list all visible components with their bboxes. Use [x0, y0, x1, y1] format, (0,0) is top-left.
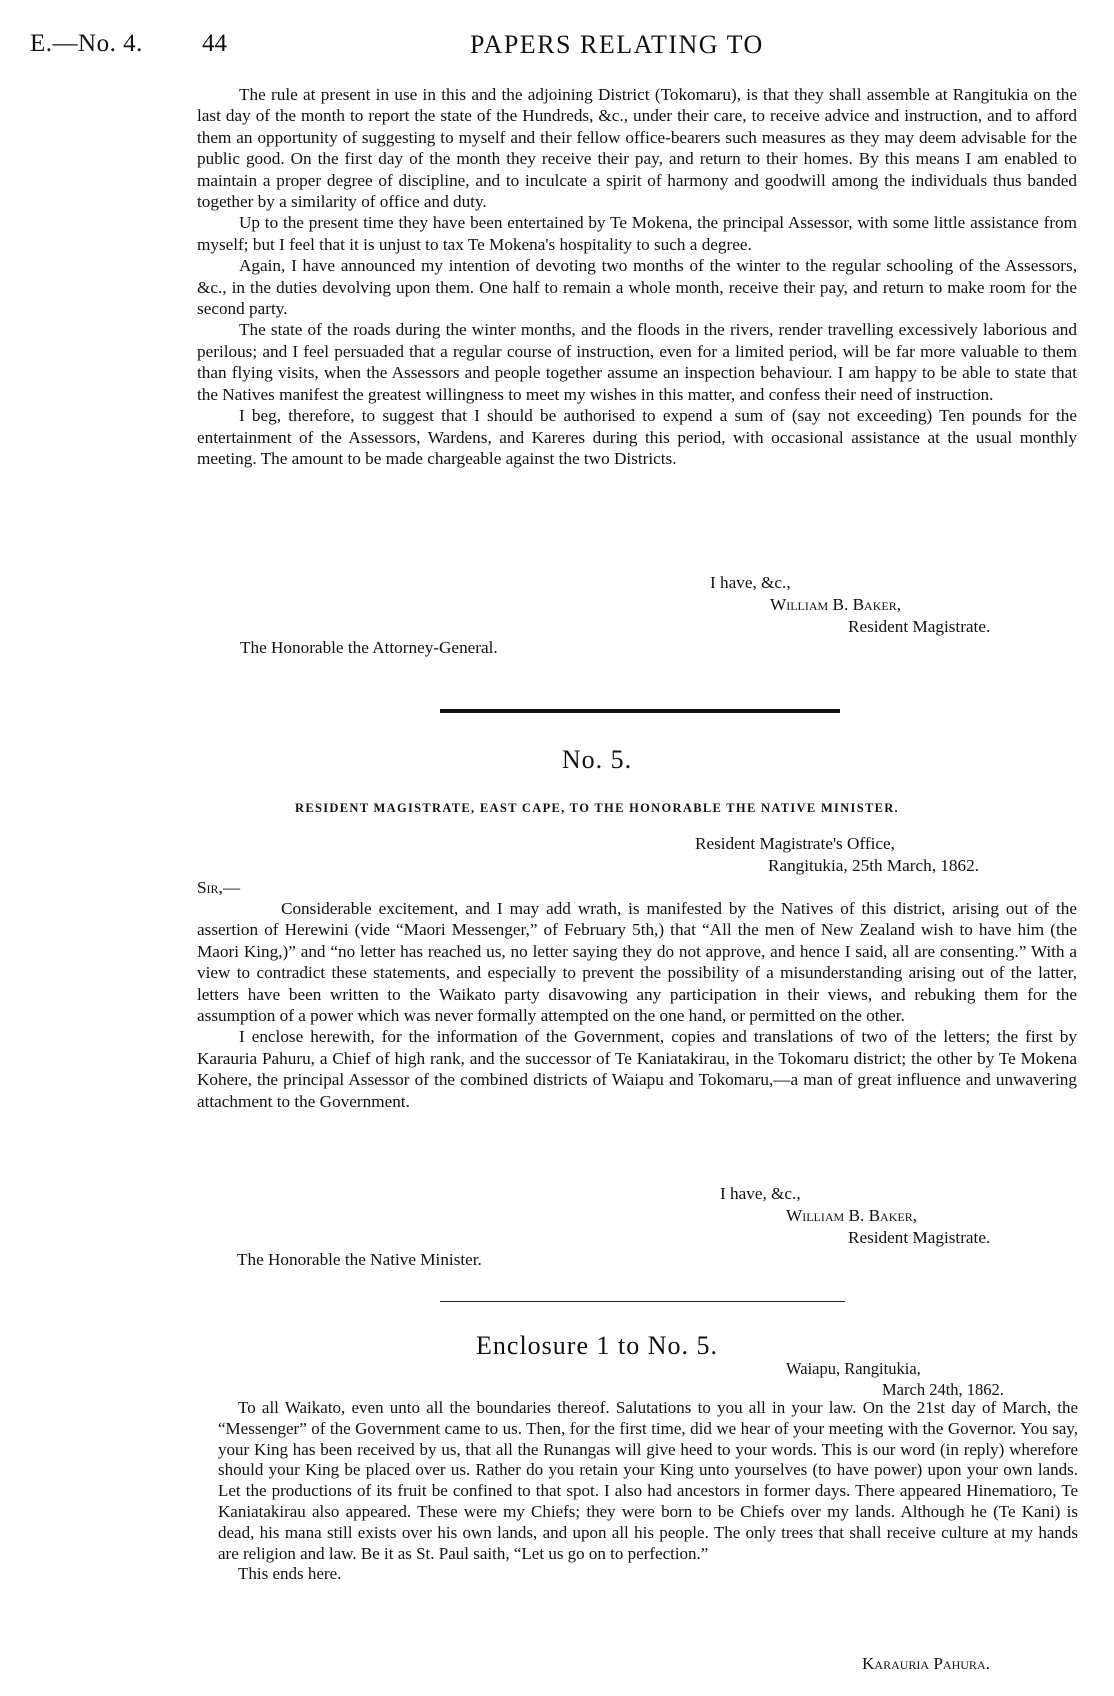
- paragraph: The state of the roads during the winter months, and the floods in the rivers, render travelling excessively laborious and perilous; and I feel persuaded that a regular course of instruction, even for a limited period, will be far more valuable to them than flying visits, when the Assessors and people together assume an inspection behaviour. I am happy to be able to state that the Natives manifest the greatest willingness to meet my wishes in this matter, and confess their need of instruction.: [197, 320, 1077, 404]
- letter4-signatory: William B. Baker,: [770, 595, 901, 614]
- running-title: PAPERS RELATING TO: [470, 30, 764, 59]
- letter5-signatory-title: Resident Magistrate.: [848, 1228, 991, 1247]
- letter5-salutation: Sir,—: [197, 878, 241, 897]
- letter5-heading: RESIDENT MAGISTRATE, EAST CAPE, TO THE HONORABLE THE NATIVE MINISTER.: [295, 801, 899, 815]
- letter4-addressee: The Honorable the Attorney-General.: [240, 638, 498, 657]
- letter5-signatory: William B. Baker,: [786, 1206, 917, 1225]
- letter4-closing: I have, &c.,: [710, 573, 791, 592]
- paragraph: Considerable excitement, and I may add wrath, is manifested by the Natives of this district, arising out of the assertion of Herewini (vide “Maori Messenger,” of February 5th,) that “All the men of New Zealand wish to have him (the Maori King,)” and “no letter has reached us, no letter saying they do not approve, and hence I said, all are consenting.” With a view to contradict these statements, and especially to prevent the possibility of a misunderstanding arising out of the latter, letters have been written to the Waikato party disavowing any participation in their views, and rebuking them for the assumption of a power which was never formally attempted on the one hand, or permitted on the other.: [197, 899, 1077, 1026]
- letter5-place-date: Rangitukia, 25th March, 1862.: [768, 856, 979, 875]
- enclosure-signatory: Karauria Pahura.: [862, 1654, 990, 1673]
- letter5-number: No. 5.: [561, 745, 633, 774]
- enclosure-title: Enclosure 1 to No. 5.: [476, 1331, 718, 1360]
- section-divider: [440, 1301, 845, 1302]
- page-number: 44: [202, 30, 227, 57]
- paragraph: Up to the present time they have been entertained by Te Mokena, the principal Assessor, with some little assistance from myself; but I feel that it is unjust to tax Te Mokena's hospitality to such a degree.: [197, 213, 1077, 254]
- series-number: E.—No. 4.: [30, 30, 143, 57]
- letter5-office: Resident Magistrate's Office,: [695, 834, 895, 853]
- enclosure-body: [218, 1398, 1078, 1585]
- paragraph: To all Waikato, even unto all the boundaries thereof. Salutations to you all in your law. On the 21st day of March, the “Messenger” of the Government came to us. Then, for the first time, did we hear of your meeting with the Governor. You say, your King has been received by us, that all the Runangas will give heed to your words. This is our word (in reply) wherefore should your King be placed over us. Rather do you retain your King unto yourselves (to have power) upon your own lands. Let the productions of its fruit be confined to that spot. I also had ancestors in former days. There appeared Hinematioro, Te Kaniatakirau also appeared. These were my Chiefs; they were born to be Chiefs over my lands. Although he (Te Kani) is dead, his mana still exists over his own lands, and upon all his people. The only trees that shall receive culture at my hands are religion and law. Be it as St. Paul saith, “Let us go on to perfection.”: [218, 1398, 1078, 1563]
- page-header: [30, 30, 1084, 70]
- letter5-addressee: The Honorable the Native Minister.: [237, 1250, 482, 1269]
- section-divider: [440, 709, 840, 713]
- enclosure-date: March 24th, 1862.: [882, 1380, 1004, 1399]
- letter4-body: [197, 84, 1077, 469]
- enclosure-place: Waiapu, Rangitukia,: [786, 1359, 921, 1378]
- letter5-body: [197, 898, 1077, 1112]
- paragraph: I enclose herewith, for the information of the Government, copies and translations of two of the letters; the first by Karauria Pahuru, a Chief of high rank, and the successor of Te Kaniatakirau, in the Tokomaru district; the other by Te Mokena Kohere, the principal Assessor of the combined districts of Waiapu and Tokomaru,—a man of great influence and unwavering attachment to the Government.: [197, 1027, 1077, 1111]
- letter5-closing: I have, &c.,: [720, 1184, 801, 1203]
- paragraph: I beg, therefore, to suggest that I should be authorised to expend a sum of (say not exceeding) Ten pounds for the entertainment of the Assessors, Wardens, and Kareres during this period, with occasional assistance at the usual monthly meeting. The amount to be made chargeable against the two Districts.: [197, 406, 1077, 468]
- paragraph: Again, I have announced my intention of devoting two months of the winter to the regular schooling of the Assessors, &c., in the duties devolving upon them. One half to remain a whole month, receive their pay, and return to make room for the second party.: [197, 256, 1077, 319]
- letter4-signatory-title: Resident Magistrate.: [848, 617, 991, 636]
- paragraph: This ends here.: [238, 1564, 342, 1584]
- paragraph: The rule at present in use in this and the adjoining District (Tokomaru), is that they shall assemble at Rangitukia on the last day of the month to report the state of the Hundreds, &c., under their care, to receive advice and instruction, and to afford them an opportunity of suggesting to myself and their fellow office-bearers such measures as they may deem advisable for the public good. On the first day of the month they receive their pay, and return to their homes. By this means I am enabled to maintain a proper degree of discipline, and to inculcate a spirit of harmony and goodwill among the individuals thus banded together by a similarity of office and duty.: [197, 85, 1077, 212]
